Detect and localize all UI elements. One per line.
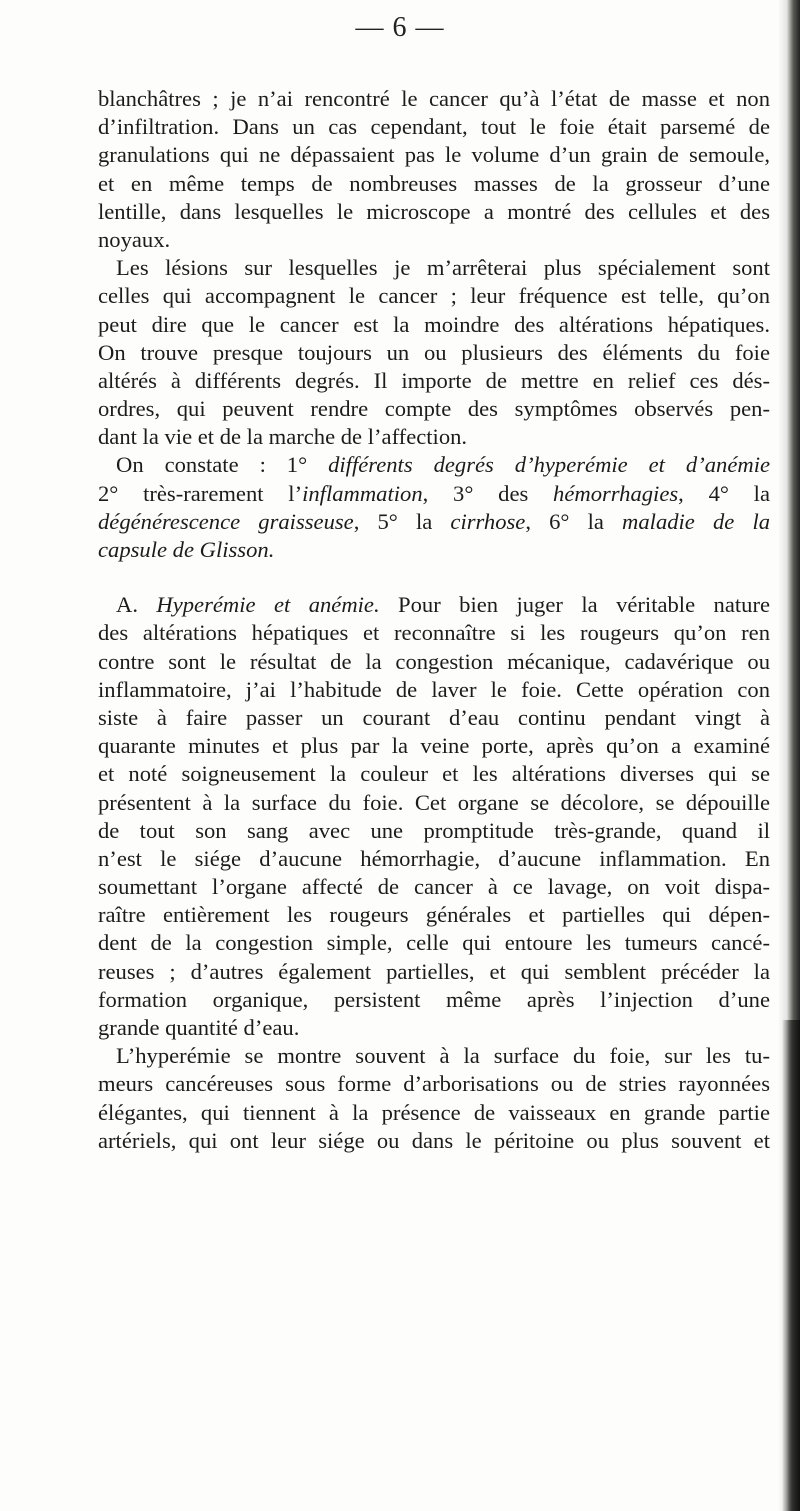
text-run: 2° très-rarement l’ xyxy=(98,480,303,506)
binding-shadow xyxy=(782,1020,800,1511)
italic-run: différents degrés d’hyperémie et d’anémie xyxy=(328,452,770,478)
italic-run: maladie de la xyxy=(622,508,770,534)
italic-run: hémorrhagies xyxy=(553,480,679,506)
text-line: raître entièrement les rougeurs générales et partielles qui dépen- xyxy=(98,902,770,928)
page-number: — 6 — xyxy=(355,12,445,43)
body-text xyxy=(98,85,770,1155)
text-run: , 4° la xyxy=(678,480,770,506)
text-line: inflammatoire, j’ai l’habitude de laver le foie. Cette opération con xyxy=(98,676,770,702)
text-line: altérés à différents degrés. Il importe de mettre en relief ces dés- xyxy=(98,367,770,393)
paragraph-gap xyxy=(98,564,770,591)
italic-run: dégénérescence graisseuse xyxy=(98,508,354,534)
italic-run: cirrhose xyxy=(450,508,526,534)
text-line: Les lésions sur lesquelles je m’arrêterai plus spécialement sont xyxy=(116,255,770,281)
text-line: blanchâtres ; je n’ai rencontré le cancer qu’à l’état de masse et non xyxy=(98,86,770,111)
text-line: soumettant l’organe affecté de cancer à ce lavage, on voit dispa- xyxy=(98,874,770,900)
text-line: artériels, qui ont leur siége ou dans le péritoine ou plus souvent et xyxy=(98,1127,770,1153)
text-line: n’est le siége d’aucune hémorrhagie, d’aucune inflammation. En xyxy=(98,845,770,871)
text-line: grande quantité d’eau. xyxy=(98,1015,300,1040)
text-line: et noté soigneusement la couleur et les altérations diverses qui se xyxy=(98,761,770,787)
text-run: Pour bien juger la véritable nature xyxy=(379,592,770,618)
text-line: dent de la congestion simple, celle qui entoure les tumeurs cancé- xyxy=(98,930,770,956)
text-run: , 5° la xyxy=(353,508,451,534)
text-line: dant la vie et de la marche de l’affection. xyxy=(98,424,468,450)
text-line: granulations qui ne dépassaient pas le volume d’un grain de semoule, xyxy=(98,142,770,168)
text-line xyxy=(98,508,770,536)
text-line: et en même temps de nombreuses masses de la grosseur d’une xyxy=(98,170,770,196)
text-line: contre sont le résultat de la congestion mécanique, cadavérique ou xyxy=(98,648,770,674)
text-line xyxy=(98,451,770,479)
text-line: lentille, dans lesquelles le microscope a montré des cellules et des xyxy=(98,198,770,224)
text-line: peut dire que le cancer est la moindre des altérations hépatiques. xyxy=(98,311,770,337)
text-line xyxy=(98,480,770,508)
text-line: meurs cancéreuses sous forme d’arborisations ou de stries rayonnées xyxy=(98,1071,770,1097)
text-line: siste à faire passer un courant d’eau continu pendant vingt à xyxy=(98,704,770,730)
text-line: présentent à la surface du foie. Cet organe se décolore, se dépouille xyxy=(98,789,770,815)
italic-run: capsule de Glisson. xyxy=(98,537,275,562)
text-run: , 6° la xyxy=(525,508,623,534)
section-heading: Hyperémie et anémie. xyxy=(156,592,380,618)
text-line: formation organique, persistent même après l’injection d’une xyxy=(98,986,770,1012)
text-line: ordres, qui peuvent rendre compte des symptômes observés pen- xyxy=(98,396,770,422)
italic-run: inflammation xyxy=(302,480,423,506)
text-line: élégantes, qui tiennent à la présence de vaisseaux en grande partie xyxy=(98,1099,770,1125)
text-line: quarante minutes et plus par la veine porte, après qu’on a examiné xyxy=(98,733,770,759)
text-run: On constate : 1° xyxy=(116,452,329,478)
text-line xyxy=(98,536,770,564)
text-line: d’infiltration. Dans un cas cependant, tout le foie était parsemé de xyxy=(98,114,770,140)
text-line: L’hyperémie se montre souvent à la surface du foie, sur les tu- xyxy=(116,1043,770,1069)
text-run: A. xyxy=(116,592,157,618)
text-line: noyaux. xyxy=(98,226,171,252)
text-line: celles qui accompagnent le cancer ; leur fréquence est telle, qu’on xyxy=(98,283,770,309)
text-line: On trouve presque toujours un ou plusieurs des éléments du foie xyxy=(98,339,770,365)
text-line: de tout son sang avec une promptitude très-grande, quand il xyxy=(98,817,770,843)
text-line xyxy=(98,591,770,619)
text-line: des altérations hépatiques et reconnaître si les rougeurs qu’on ren xyxy=(98,620,770,646)
text-run: , 3° des xyxy=(422,480,554,506)
text-line: reuses ; d’autres également partielles, et qui semblent précéder la xyxy=(98,958,770,984)
